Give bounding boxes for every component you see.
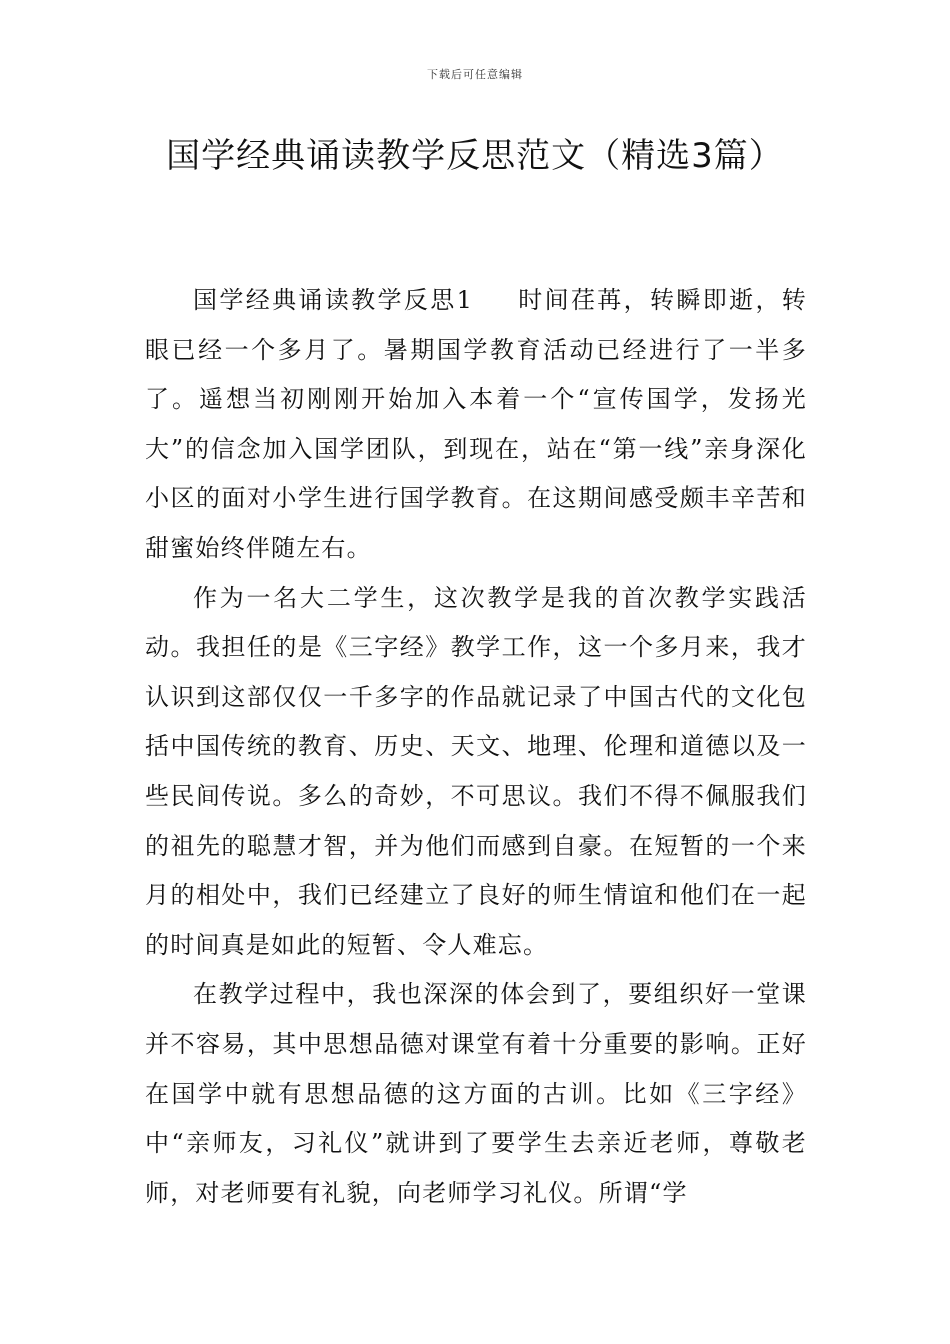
document-title: 国学经典诵读教学反思范文（精选3篇） <box>166 136 784 176</box>
paragraph-1 <box>145 276 807 574</box>
section-heading: 国学经典诵读教学反思1 <box>193 286 474 314</box>
paragraph-2: 作为一名大二学生，这次教学是我的首次教学实践活动。我担任的是《三字经》教学工作，这一个多月来，我才认识到这部仅仅一千多字的作品就记录了中国古代的文化包括中国传统的教育、历史、天文、地理、伦理和道德以及一些民间传说。多么的奇妙，不可思议。我们不得不佩服我们的祖先的聪慧才智，并为他们而感到自豪。在短暂的一个来月的相处中，我们已经建立了良好的师生情谊和他们在一起的时间真是如此的短暂、令人难忘。 <box>145 583 807 959</box>
paragraph-1-text: 时间荏苒，转瞬即逝，转眼已经一个多月了。暑期国学教育活动已经进行了一半多了。遥想当初刚刚开始加入本着一个“宣传国学，发扬光大”的信念加入国学团队，到现在，站在“第一线”亲身深化小区的面对小学生进行国学教育。在这期间感受颇丰辛苦和甜蜜始终伴随左右。 <box>145 286 808 562</box>
header-note: 下载后可任意编辑 <box>427 68 523 81</box>
paragraph-3: 在教学过程中，我也深深的体会到了，要组织好一堂课并不容易，其中思想品德对课堂有着十分重要的影响。正好在国学中就有思想品德的这方面的古训。比如《三字经》中“亲师友，习礼仪”就讲到了要学生去亲近老师，尊敬老师，对老师要有礼貌，向老师学习礼仪。所谓“学 <box>145 980 807 1207</box>
document-body <box>145 276 807 1218</box>
